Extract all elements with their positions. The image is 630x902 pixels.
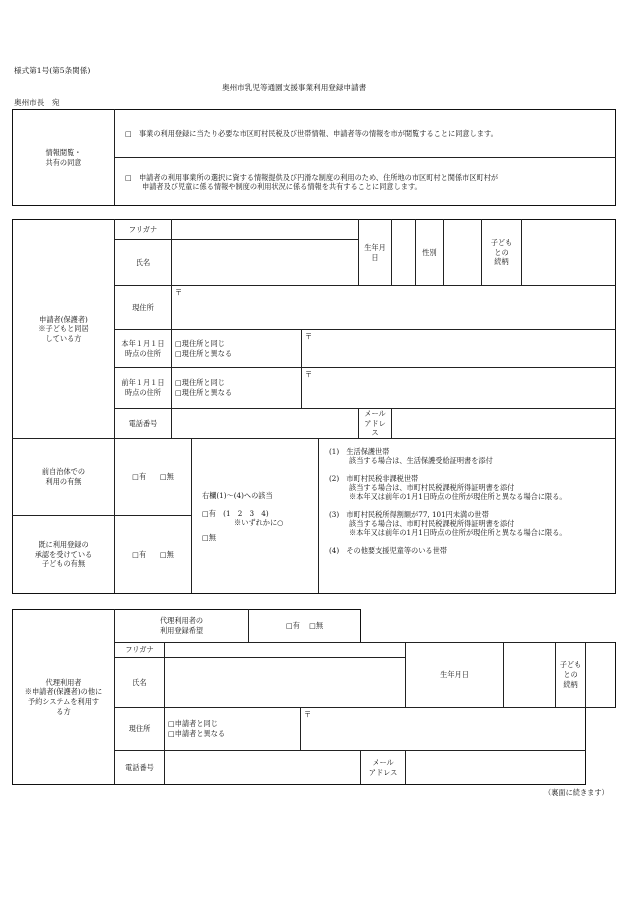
criteria-4-title: (4) その他要支援児童等のいる世帯 [329, 546, 447, 555]
applicant-sex-label: 性別 [416, 220, 444, 286]
criteria-3-title: (3) 市町村民税所得割額が77, 101円未満の世帯 [329, 510, 489, 519]
approved-child-label: 既に利用登録の 承認を受けている 子どもの有無 [13, 516, 115, 594]
proxy-furigana-input[interactable] [165, 643, 406, 658]
applicant-table [12, 219, 616, 439]
applicant-jan1-this-label: 本年１月１日 時点の住所 [115, 330, 172, 368]
page-title: 奥州市乳児等通園支援事業利用登録申請書 [222, 83, 367, 92]
applicant-sex-input[interactable] [444, 220, 482, 286]
proxy-address-input[interactable]: 〒 [301, 708, 586, 751]
applicant-phone-input[interactable] [172, 409, 359, 439]
proxy-phone-label: 電話番号 [115, 751, 165, 785]
consent-item-share[interactable]: □ 申請者の利用事業所の選択に資する情報提供及び円滑な制度の利用のため、住所地の市区町村と関係市区町村が 申請者及び児童に係る情報や制度の利用状況に係る情報を共有することに同意します。 [115, 158, 616, 206]
proxy-birth-input[interactable] [504, 643, 556, 708]
criteria-2-title: (2) 市町村民税非課税世帯 [329, 474, 419, 483]
applicant-relation-label: 子ども との 続柄 [482, 220, 522, 286]
proxy-name-label: 氏名 [115, 658, 165, 708]
proxy-relation-label: 子どもとの 続柄 [556, 643, 586, 708]
consent-table [12, 109, 616, 206]
proxy-wish-label: 代理利用者の 利用登録希望 [115, 610, 249, 643]
applicant-birth-label: 生年月日 [359, 220, 392, 286]
proxy-wish-choice[interactable]: □有 □無 [249, 610, 361, 643]
applicant-jan1-this-choice[interactable]: □現住所と同じ □現住所と異なる [172, 330, 302, 368]
applicant-relation-input[interactable] [522, 220, 616, 286]
approved-child-choice[interactable]: □有 □無 [115, 516, 192, 594]
usage-table [12, 438, 616, 594]
applicant-phone-label: 電話番号 [115, 409, 172, 439]
applicant-mail-input[interactable] [392, 409, 616, 439]
applicant-label: 申請者(保護者) ※子どもと同居 している方 [13, 220, 115, 439]
applicant-jan1-this-input[interactable]: 〒 [302, 330, 616, 368]
proxy-birth-label: 生年月日 [406, 643, 504, 708]
proxy-address-choice[interactable]: □申請者と同じ □申請者と異なる [165, 708, 301, 751]
proxy-mail-label: メール アドレス [361, 751, 406, 785]
applicant-furigana-label: フリガナ [115, 220, 172, 240]
proxy-label: 代理利用者 ※申請者(保護者)の他に 予約システムを利用す る方 [13, 610, 115, 785]
proxy-address-label: 現住所 [115, 708, 165, 751]
proxy-furigana-label: フリガナ [115, 643, 165, 658]
proxy-empty-corner [361, 610, 586, 643]
criteria-1-title: (1) 生活保護世帯 [329, 447, 390, 456]
form-number: 様式第1号(第5条関係) [14, 66, 91, 75]
addressee: 奥州市長 宛 [14, 98, 60, 107]
applies-cell[interactable]: 右欄(1)～(4)への該当 □有 (1 2 3 4) ※いずれかに○ □無 [192, 439, 319, 594]
applicant-address-label: 現住所 [115, 286, 172, 330]
applicant-furigana-input[interactable] [172, 220, 359, 240]
applicant-mail-label: メール アドレス [359, 409, 392, 439]
proxy-phone-input[interactable] [165, 751, 361, 785]
proxy-mail-input[interactable] [406, 751, 586, 785]
criteria-list: (1) 生活保護世帯 該当する場合は、生活保護受給証明書を添付 (2) 市町村民税非課税世帯 該当する場合は、市町村民税課税所得証明書を添付 ※本年又は前年の1月1日時点の住所が現住所と異なる場合に限る。 (3) 市町村民税所得割額が77, 101円未満の世帯 該当する場合は、市町村民税課税所得証明書を添付 ※本年又は前年の1月1日時点の住所が現住所と異なる場合に限る。 (4) その他要支援児童等のいる世帯 [319, 439, 616, 594]
consent-label: 情報閲覧・ 共有の同意 [13, 110, 115, 206]
prev-muni-label: 前自治体での 利用の有無 [13, 439, 115, 516]
continued-note: （裏面に続きます） [544, 788, 609, 797]
applicant-name-label: 氏名 [115, 240, 172, 286]
applicant-jan1-prev-choice[interactable]: □現住所と同じ □現住所と異なる [172, 368, 302, 409]
applicant-birth-input[interactable] [392, 220, 416, 286]
applicant-jan1-prev-label: 前年１月１日 時点の住所 [115, 368, 172, 409]
proxy-relation-input[interactable] [586, 643, 616, 708]
prev-muni-choice[interactable]: □有 □無 [115, 439, 192, 516]
applicant-name-input[interactable] [172, 240, 359, 286]
proxy-name-input[interactable] [165, 658, 406, 708]
consent-item-browse[interactable]: □ 事業の利用登録に当たり必要な市区町村民税及び世帯情報、申請者等の情報を市が閲覧することに同意します。 [115, 110, 616, 158]
proxy-table [12, 609, 616, 785]
applicant-jan1-prev-input[interactable]: 〒 [302, 368, 616, 409]
applicant-address-input[interactable]: 〒 [172, 286, 616, 330]
